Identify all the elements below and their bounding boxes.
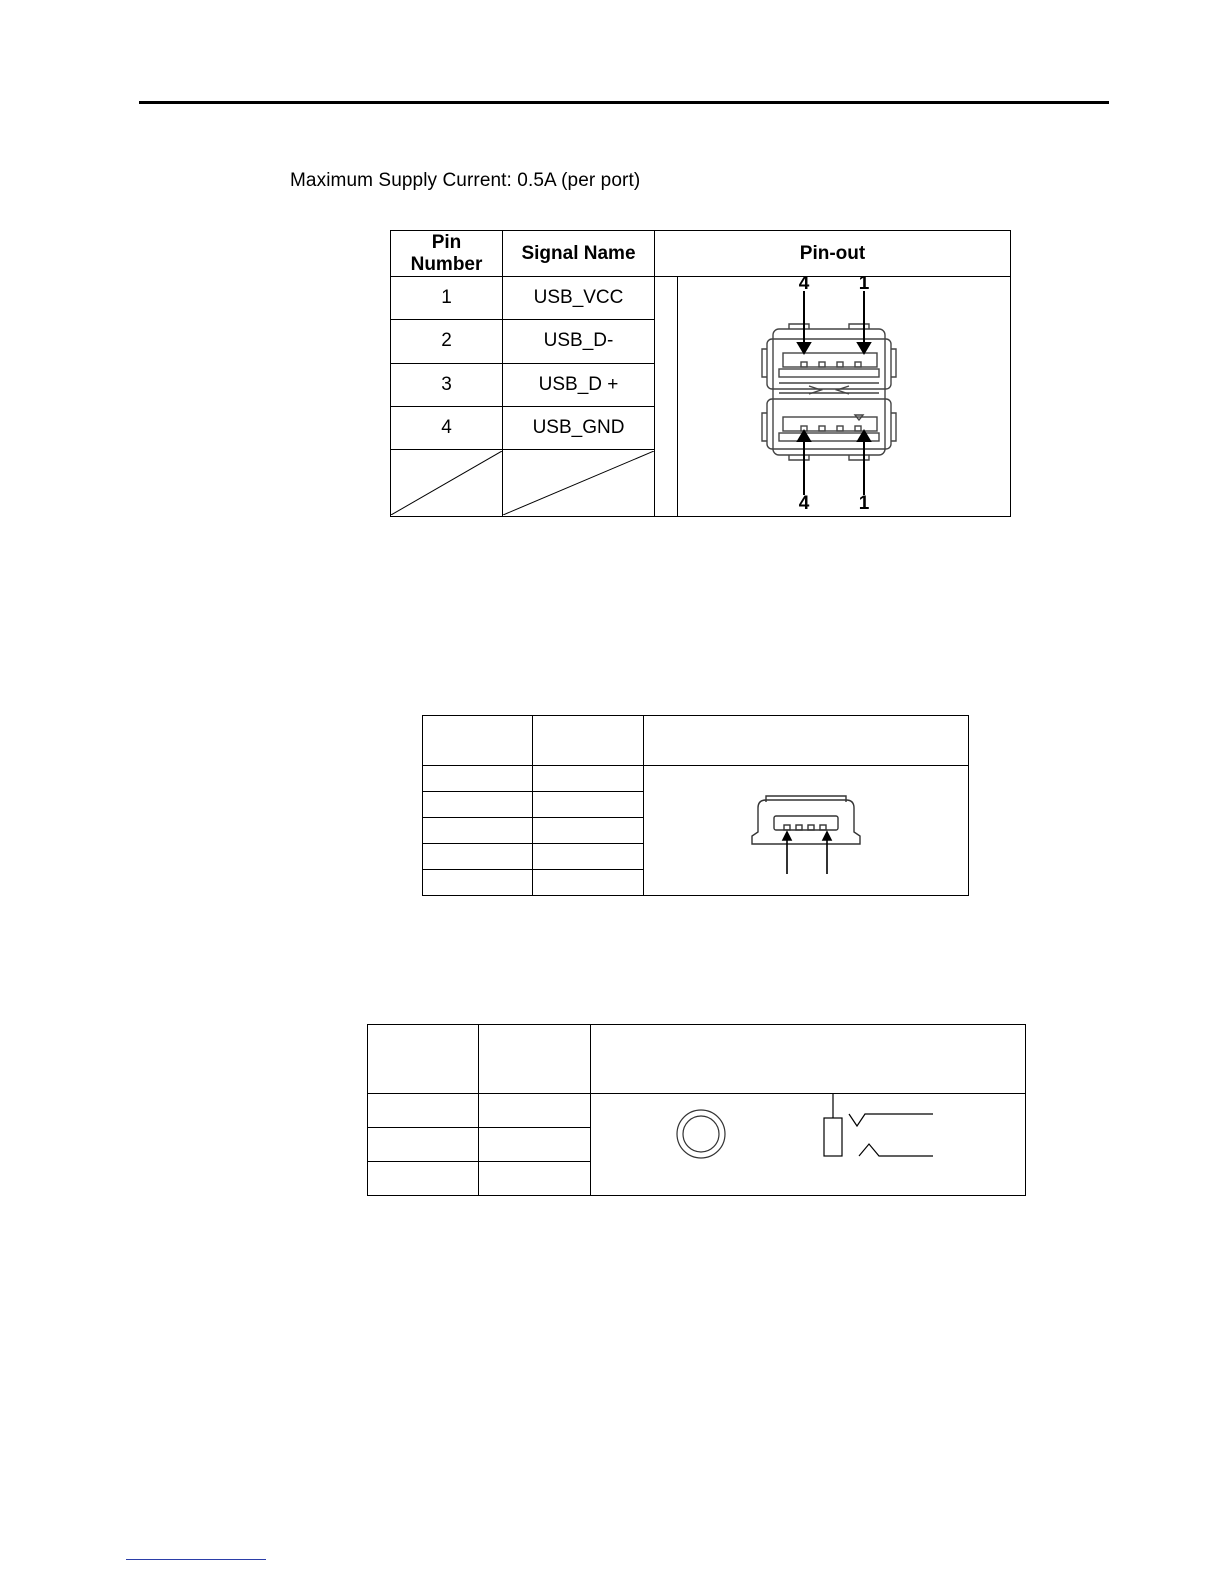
pin-number-cell: 4 <box>391 406 503 449</box>
supply-current-note: Maximum Supply Current: 0.5A (per port) <box>290 170 641 191</box>
header-pin-out: Pin-out <box>655 231 1011 277</box>
signal-name-cell <box>533 844 644 870</box>
pin-number-cell: 2 <box>391 320 503 363</box>
pinout-figure-cell <box>591 1094 1026 1196</box>
signal-name-cell <box>533 766 644 792</box>
dual-usb-connector-diagram <box>679 277 1009 511</box>
mini-usb-connector-diagram <box>706 778 906 878</box>
header-pin-number: Pin Number <box>391 231 503 277</box>
pin-number-cell <box>423 818 533 844</box>
pin-4-label-bottom: 4 <box>798 493 810 511</box>
usb-pinout-table <box>390 230 1011 517</box>
header-cell <box>591 1025 1026 1094</box>
header-cell <box>533 716 644 766</box>
signal-name-cell <box>533 818 644 844</box>
signal-name-cell: USB_D + <box>503 363 655 406</box>
mini-usb-pinout-table <box>422 715 969 896</box>
pinout-figure-cell <box>644 766 969 896</box>
table-header-row <box>423 716 969 766</box>
table-row <box>368 1094 1026 1128</box>
table-header-row <box>368 1025 1026 1094</box>
table-row <box>423 766 969 792</box>
signal-name-cell <box>533 792 644 818</box>
header-rule <box>139 101 1109 104</box>
signal-name-cell: USB_D- <box>503 320 655 363</box>
table-row <box>391 277 1011 320</box>
pin-number-cell <box>423 844 533 870</box>
pin-1-label-bottom: 1 <box>858 493 870 511</box>
header-cell <box>368 1025 479 1094</box>
empty-crossed-cell <box>503 450 655 517</box>
audio-jack-diagram <box>591 1094 1025 1190</box>
header-cell <box>423 716 533 766</box>
table-header-row <box>391 231 1011 277</box>
header-cell <box>479 1025 591 1094</box>
empty-crossed-cell <box>391 450 503 517</box>
signal-name-cell: USB_VCC <box>503 277 655 320</box>
footnote-link-underline[interactable] <box>126 1559 266 1560</box>
diagonal-strike <box>503 451 654 515</box>
header-cell <box>644 716 969 766</box>
signal-name-cell <box>479 1128 591 1162</box>
pin-number-cell: 3 <box>391 363 503 406</box>
signal-name-cell: USB_GND <box>503 406 655 449</box>
pin-number-cell <box>423 870 533 896</box>
audio-jack-pinout-table <box>367 1024 1026 1196</box>
pin-number-cell: 1 <box>391 277 503 320</box>
signal-name-cell <box>479 1094 591 1128</box>
pin-number-cell <box>368 1162 479 1196</box>
pin-number-cell <box>368 1094 479 1128</box>
diagonal-strike <box>391 451 502 515</box>
signal-name-cell <box>533 870 644 896</box>
pin-number-cell <box>423 792 533 818</box>
pin-4-label-top: 4 <box>798 277 810 294</box>
pin-number-cell <box>368 1128 479 1162</box>
pin-number-cell <box>423 766 533 792</box>
pin-1-label-top: 1 <box>858 277 870 294</box>
spacer-cell <box>655 277 678 517</box>
pinout-figure-cell <box>678 277 1011 517</box>
signal-name-cell <box>479 1162 591 1196</box>
header-signal-name: Signal Name <box>503 231 655 277</box>
